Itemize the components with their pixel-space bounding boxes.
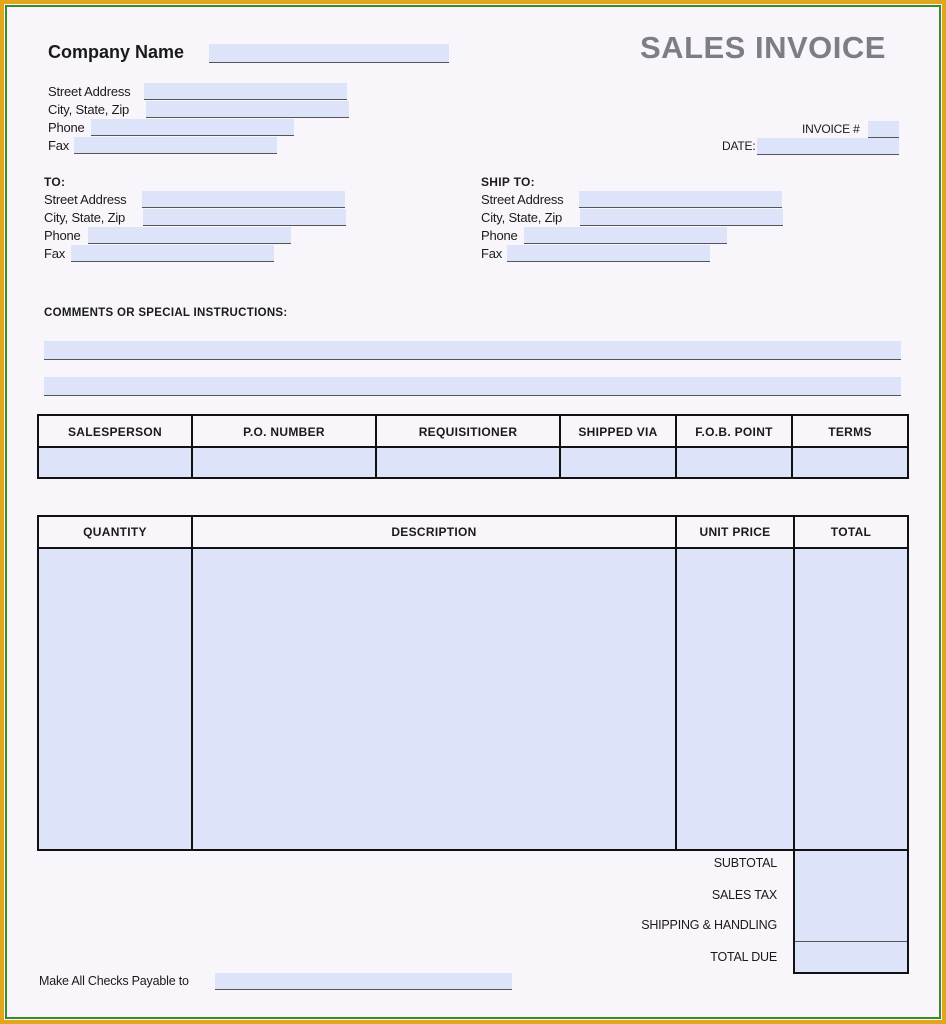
subtotal-label: SUBTOTAL	[713, 856, 777, 870]
salesperson-cell[interactable]	[39, 448, 191, 477]
company-name-field[interactable]	[209, 44, 449, 63]
to-phone-label: Phone	[44, 228, 81, 243]
comments-heading: COMMENTS OR SPECIAL INSTRUCTIONS:	[44, 307, 288, 319]
comments-line-1[interactable]	[44, 341, 901, 360]
date-field[interactable]	[757, 138, 899, 155]
terms-cell[interactable]	[793, 448, 907, 477]
to-street-label: Street Address	[44, 192, 127, 207]
to-heading: TO:	[44, 175, 66, 189]
shipping-handling-label: SHIPPING & HANDLING	[641, 918, 777, 932]
company-phone-label: Phone	[48, 120, 85, 135]
to-street-field[interactable]	[142, 191, 345, 208]
invoice-number-field[interactable]	[868, 121, 899, 138]
ship-street-label: Street Address	[481, 192, 564, 207]
header-requisitioner: REQUISITIONER	[418, 425, 518, 439]
header-shipped-via: SHIPPED VIA	[578, 425, 658, 439]
checks-payable-label: Make All Checks Payable to	[39, 974, 189, 988]
header-total: TOTAL	[830, 525, 872, 539]
unit-price-column-field[interactable]	[677, 549, 793, 849]
ship-city-label: City, State, Zip	[481, 210, 563, 225]
checks-payable-field[interactable]	[215, 973, 512, 990]
company-city-field[interactable]	[146, 101, 349, 118]
sales-tax-label: SALES TAX	[711, 888, 777, 902]
ship-street-field[interactable]	[579, 191, 782, 208]
ship-phone-label: Phone	[481, 228, 518, 243]
ship-to-heading: SHIP TO:	[481, 175, 535, 189]
header-fob-point: F.O.B. POINT	[695, 425, 773, 439]
header-quantity: QUANTITY	[83, 525, 147, 539]
to-phone-field[interactable]	[88, 227, 291, 244]
to-fax-label: Fax	[44, 246, 66, 261]
company-fax-field[interactable]	[74, 137, 277, 154]
total-due-label: TOTAL DUE	[710, 950, 777, 964]
company-street-field[interactable]	[144, 83, 347, 100]
invoice-number-label: INVOICE #	[802, 122, 860, 136]
subtotals-field[interactable]	[795, 851, 907, 941]
to-city-label: City, State, Zip	[44, 210, 126, 225]
company-city-label: City, State, Zip	[48, 102, 130, 117]
header-salesperson: SALESPERSON	[68, 425, 162, 439]
ship-phone-field[interactable]	[524, 227, 727, 244]
company-street-label: Street Address	[48, 84, 131, 99]
po-number-cell[interactable]	[193, 448, 375, 477]
header-po-number: P.O. NUMBER	[243, 425, 325, 439]
ship-city-field[interactable]	[580, 209, 783, 226]
company-fax-label: Fax	[48, 138, 70, 153]
company-phone-field[interactable]	[91, 119, 294, 136]
to-fax-field[interactable]	[71, 245, 274, 262]
shipped-via-cell[interactable]	[561, 448, 675, 477]
date-label: DATE:	[722, 139, 756, 153]
ship-fax-field[interactable]	[507, 245, 710, 262]
total-column-field[interactable]	[795, 549, 907, 849]
fob-point-cell[interactable]	[677, 448, 791, 477]
company-name-label: Company Name	[48, 42, 185, 62]
comments-line-2[interactable]	[44, 377, 901, 396]
header-terms: TERMS	[828, 425, 872, 439]
quantity-column-field[interactable]	[39, 549, 191, 849]
ship-fax-label: Fax	[481, 246, 503, 261]
description-column-field[interactable]	[193, 549, 675, 849]
requisitioner-cell[interactable]	[377, 448, 559, 477]
header-unit-price: UNIT PRICE	[699, 525, 771, 539]
page-title: SALES INVOICE	[640, 30, 886, 65]
total-due-field[interactable]	[795, 942, 907, 972]
to-city-field[interactable]	[143, 209, 346, 226]
header-description: DESCRIPTION	[391, 525, 477, 539]
